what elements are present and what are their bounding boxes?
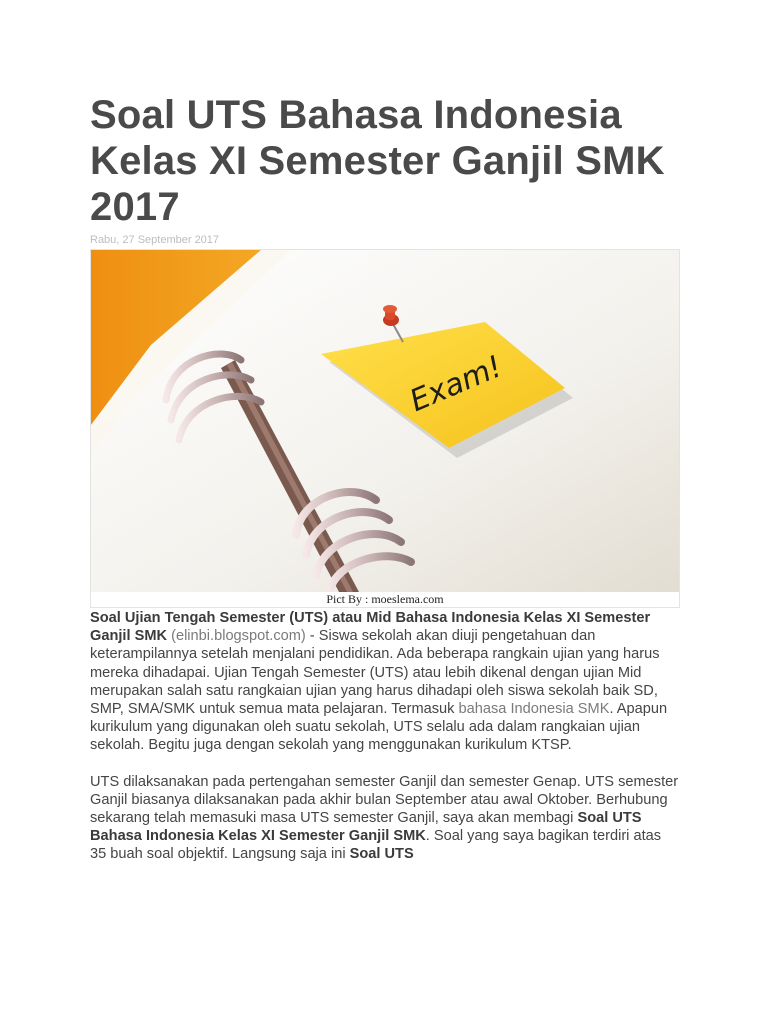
intro-text-b: . Apapun kurikulum yang digunakan oleh suatu sekolah, UTS selalu ada dalam rangkaian ujian sekolah. Begitu juga dengan sekolah yang menggunakan kurikulum KTSP. — [90, 701, 668, 754]
intro-text-a: - Siswa sekolah akan diuji pengetahuan dan keterampilannya setelah menjalani pendidikan. Ada beberapa rangkain ujian yang harus mereka dihadapai. Ujian Tengah Semester (UTS) atau lebih dikenal dengan ujian Mid merupakan salah satu rangkaian ujian yang harus dihadapi oleh siswa sekolah baik SD, SMP, SMA/SMK untuk semua mata pelajaran. Termasuk — [90, 628, 660, 718]
article — [90, 92, 680, 864]
second-text-b: . Soal yang saya bagikan terdiri atas 35 buah soal objektif. Langsung saja ini — [90, 828, 662, 863]
second-paragraph — [90, 773, 680, 864]
topic-link[interactable]: bahasa Indonesia SMK — [458, 701, 610, 718]
sticky-note-text: Exam! — [404, 349, 508, 420]
second-text-a: UTS dilaksanakan pada pertengahan semester Ganjil dan semester Genap. UTS semester Ganjil biasanya dilaksanakan pada akhir bulan September atau awal Oktober. Berhubung sekarang telah memasuki masa UTS semester Ganjil, saya akan membagi — [90, 773, 679, 827]
article-date: Rabu, 27 September 2017 — [90, 234, 220, 246]
exam-notebook-image — [91, 250, 679, 592]
second-bold-b: Soal UTS — [349, 846, 414, 863]
source-link[interactable]: (elinbi.blogspot.com) — [171, 628, 306, 645]
intro-paragraph — [90, 609, 680, 755]
article-figure — [90, 249, 680, 608]
intro-bold-lead: Soal Ujian Tengah Semester (UTS) atau Mid Bahasa Indonesia Kelas XI Semester Ganjil SMK — [90, 610, 651, 645]
image-caption: Pict By : moeslema.com — [326, 592, 444, 606]
second-bold-a: Soal UTS Bahasa Indonesia Kelas XI Semester Ganjil SMK — [90, 810, 642, 845]
article-title: Soal UTS Bahasa Indonesia Kelas XI Semester Ganjil SMK 2017 — [90, 93, 665, 229]
